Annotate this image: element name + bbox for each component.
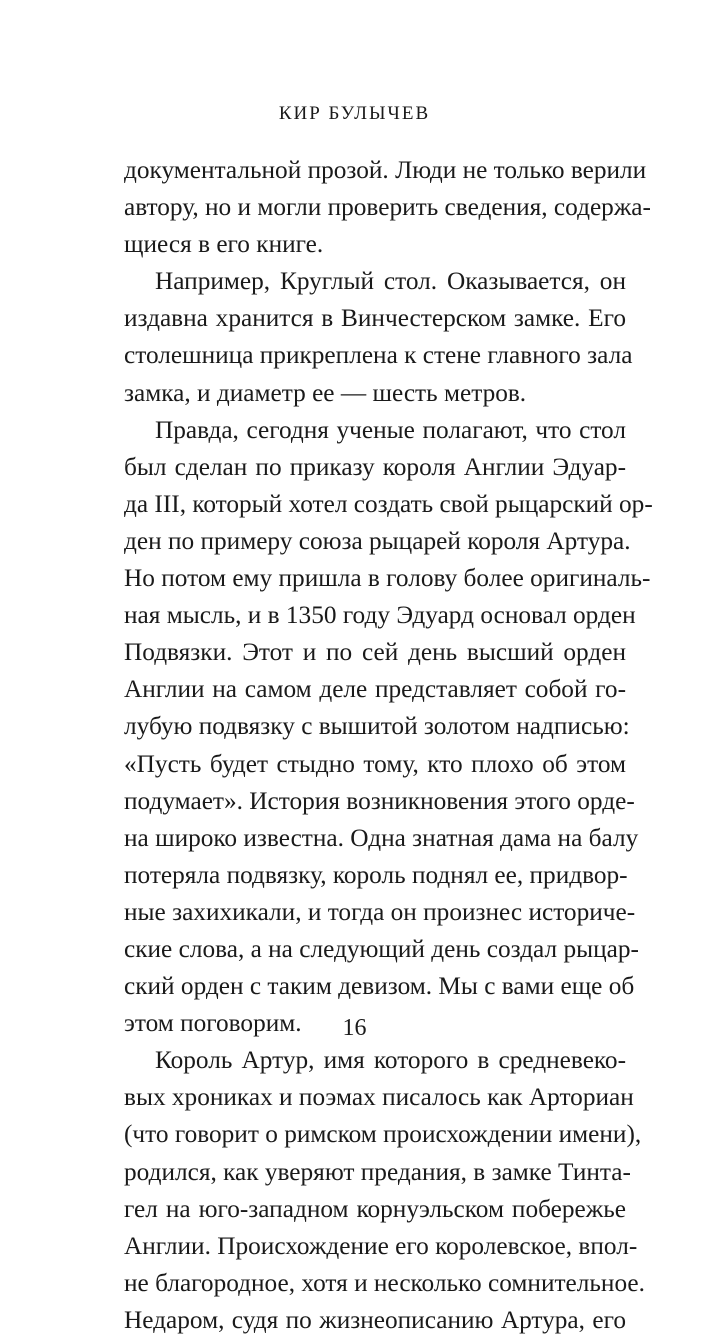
- text-line: да III, который хотел создать свой рыцарский ор-: [124, 489, 653, 518]
- text-line: был сделан по приказу короля Англии Эдуар-: [124, 452, 626, 481]
- text-line: вых хрониках и поэмах писалось как Арториан: [124, 1083, 634, 1112]
- text-line: Англии на самом деле представляет собой го-: [124, 675, 626, 704]
- text-line: родился, как уверяют предания, в замке Тинта-: [124, 1157, 631, 1186]
- text-line: ная мысль, и в 1350 году Эдуард основал орден: [124, 601, 636, 630]
- page-number: 16: [342, 1015, 367, 1041]
- text-line: «Пусть будет стыдно тому, кто плохо об этом: [124, 749, 626, 778]
- text-line: на широко известна. Одна знатная дама на балу: [124, 823, 639, 852]
- text-line: Недаром, судя по жизнеописанию Артура, его: [124, 1305, 626, 1334]
- body-text: [124, 152, 653, 1339]
- text-line: автору, но и могли проверить сведения, содержа-: [124, 193, 651, 222]
- text-line: ден по примеру союза рыцарей короля Артура.: [124, 526, 631, 555]
- text-line: столешница прикреплена к стене главного зала: [124, 341, 633, 370]
- text-line: Подвязки. Этот и по сей день высший орден: [124, 638, 626, 667]
- text-line: потеряла подвязку, король поднял ее, придвор-: [124, 860, 628, 889]
- text-line: издавна хранится в Винчестерском замке. Его: [124, 304, 626, 333]
- text-line: Но потом ему пришла в голову более оригиналь-: [124, 564, 651, 593]
- text-line: лубую подвязку с вышитой золотом надписью:: [124, 712, 630, 741]
- text-line: Король Артур, имя которого в средневеко-: [155, 1046, 626, 1075]
- text-line: Правда, сегодня ученые полагают, что стол: [155, 415, 626, 444]
- text-line: этом поговорим.: [124, 1009, 302, 1038]
- text-line: подумает». История возникновения этого орде-: [124, 786, 635, 815]
- text-line: документальной прозой. Люди не только верили: [124, 156, 647, 184]
- text-line: (что говорит о римском происхождении имени),: [124, 1120, 642, 1149]
- text-line: не благородное, хотя и несколько сомнительное.: [124, 1268, 645, 1297]
- text-line: ские слова, а на следующий день создал рыцар-: [124, 934, 639, 963]
- text-line: Например, Круглый стол. Оказывается, он: [155, 267, 626, 296]
- running-header-author: КИР БУЛЫЧЕВ: [278, 103, 431, 124]
- text-line: ский орден с таким девизом. Мы с вами еще об: [124, 972, 635, 1001]
- text-line: замка, и диаметр ее — шесть метров.: [124, 378, 527, 407]
- text-line: гел на юго-западном корнуэльском побережье: [124, 1194, 626, 1223]
- text-line: Англии. Происхождение его королевское, впол-: [124, 1231, 638, 1260]
- text-line: ные захихикали, и тогда он произнес историче-: [124, 897, 636, 926]
- text-line: щиеся в его книге.: [124, 230, 324, 259]
